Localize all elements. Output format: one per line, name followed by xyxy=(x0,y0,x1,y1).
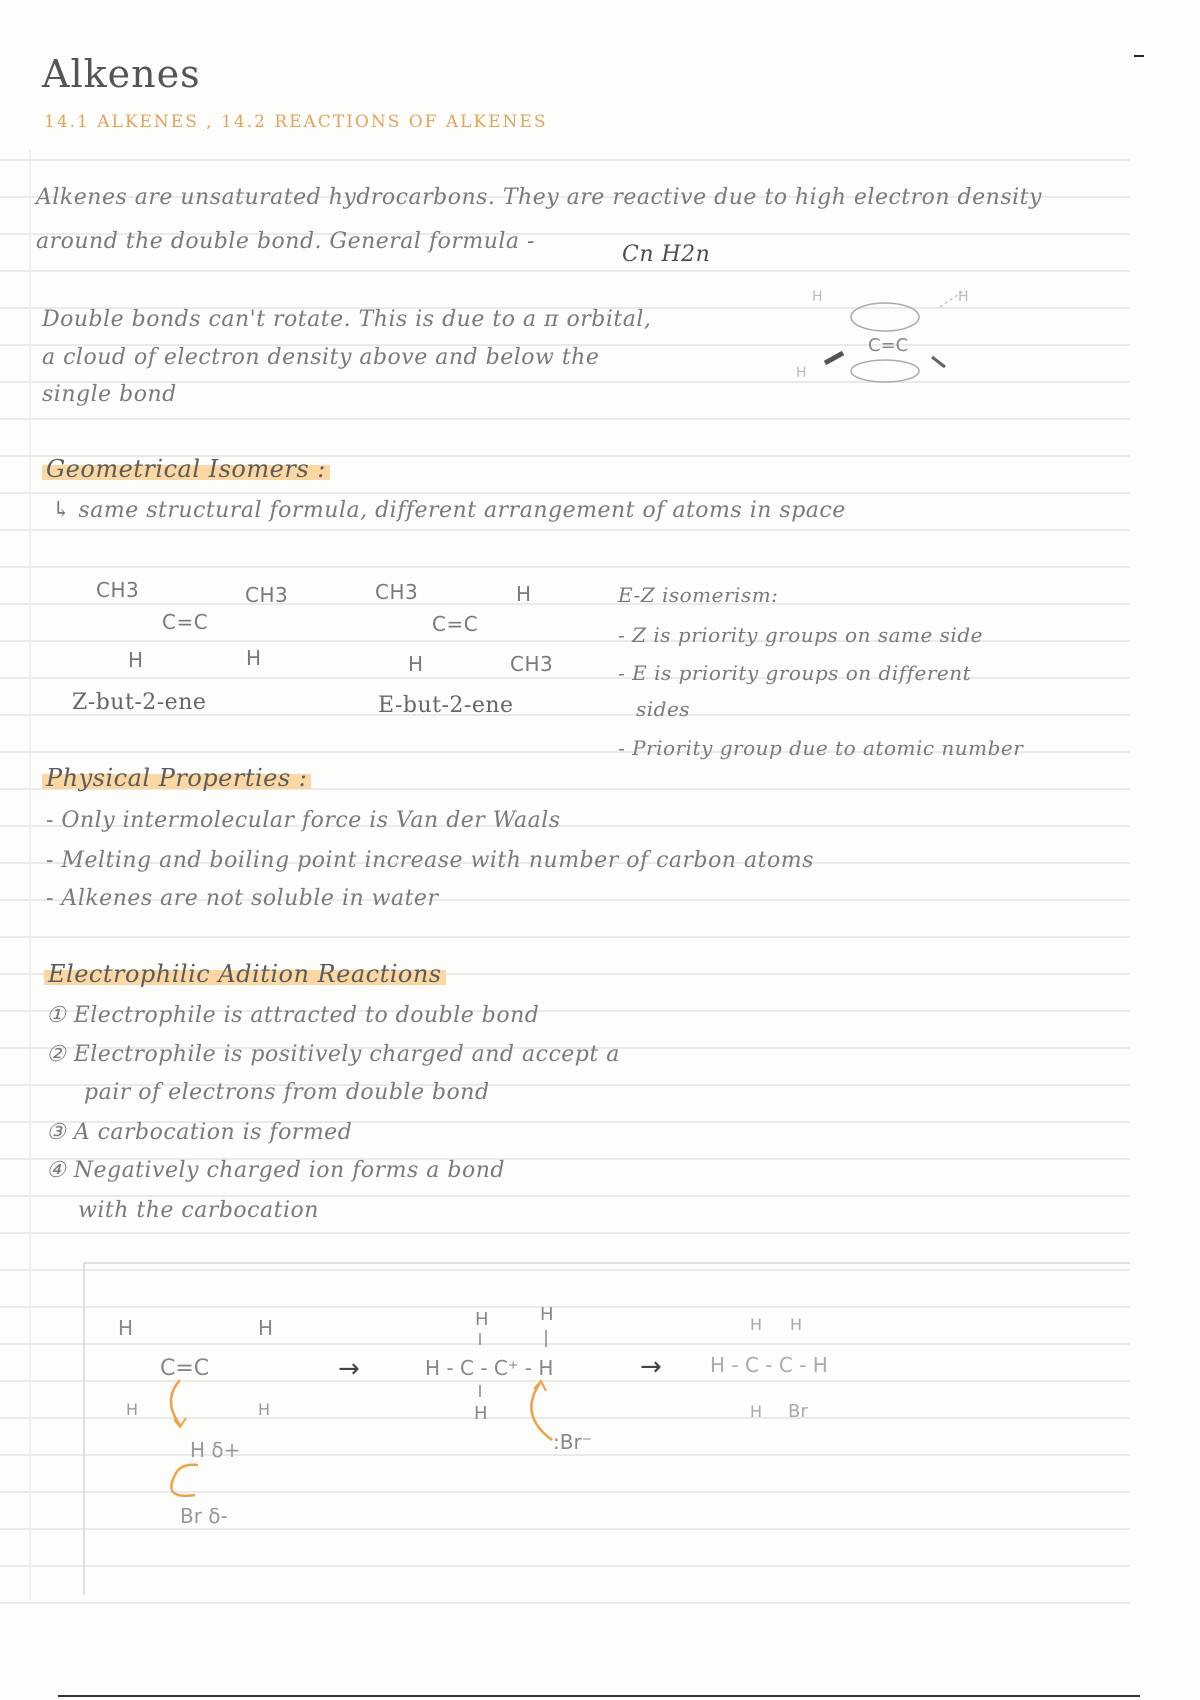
ethene-h-bottom-right: H xyxy=(258,1400,271,1419)
electrophilic-heading: Electrophilic Adition Reactions xyxy=(44,960,446,988)
product-h-bottom: H xyxy=(750,1402,763,1421)
geometrical-definition: ↳ same structural formula, different arrangement of atoms in space xyxy=(52,498,846,523)
ethene-cc: C=C xyxy=(160,1356,210,1381)
page-subtitle: 14.1 ALKENES , 14.2 REACTIONS OF ALKENES xyxy=(44,112,548,132)
ethene-h-top-left: H xyxy=(118,1316,134,1340)
ez-notes-z: - Z is priority groups on same side xyxy=(618,623,983,647)
e-isomer-ch3-left: CH3 xyxy=(375,580,419,604)
intro-line-1: Alkenes are unsaturated hydrocarbons. They are reactive due to high electron density xyxy=(36,185,1042,210)
electrophilic-step-1: ① Electrophile is attracted to double bond xyxy=(46,1003,540,1028)
reaction-arrow-2: → xyxy=(640,1352,662,1382)
addition-mechanism-diagram xyxy=(100,1285,1100,1545)
z-isomer-ch3-left: CH3 xyxy=(96,578,140,602)
ez-notes-e-line-1: - E is priority groups on different xyxy=(618,661,972,685)
electrophilic-step-3: ③ A carbocation is formed xyxy=(46,1120,353,1145)
pi-orbital-diagram xyxy=(780,285,980,395)
hbr-br-delta-minus: Br δ- xyxy=(180,1504,228,1528)
physical-properties-heading: Physical Properties : xyxy=(42,764,311,792)
electrophilic-step-4: ④ Negatively charged ion forms a bond xyxy=(46,1158,505,1183)
carbocation-h-bottom: H xyxy=(474,1403,488,1424)
pi-diagram-h-left: H xyxy=(796,365,807,381)
z-isomer-cc: C=C xyxy=(162,610,209,634)
physical-item-2: - Melting and boiling point increase with number of carbon atoms xyxy=(46,848,814,873)
double-bond-line-3: single bond xyxy=(42,382,177,407)
e-isomer-h-right: H xyxy=(516,582,532,606)
pi-diagram-h-top-right: H xyxy=(958,289,969,305)
ethene-h-bottom-left: H xyxy=(126,1400,139,1419)
e-isomer-h-left: H xyxy=(408,652,424,676)
electrophilic-step-2-cont: pair of electrons from double bond xyxy=(84,1080,490,1105)
double-bond-line-2: a cloud of electron density above and below the xyxy=(42,345,600,370)
physical-item-1: - Only intermolecular force is Van der Waals xyxy=(46,808,561,833)
z-isomer-h-right: H xyxy=(246,646,262,670)
carbocation-h-top-2: H xyxy=(540,1304,554,1325)
carbocation-h-top-1: H xyxy=(475,1309,489,1330)
physical-item-3: - Alkenes are not soluble in water xyxy=(46,886,439,911)
ez-notes-title: E-Z isomerism: xyxy=(618,583,779,607)
product-h-top-1: H xyxy=(750,1315,763,1334)
product-chain: H - C - C - H xyxy=(710,1353,828,1377)
electrophilic-step-2: ② Electrophile is positively charged and accept a xyxy=(46,1042,620,1067)
geometrical-isomers-heading: Geometrical Isomers : xyxy=(42,455,330,483)
bromide-ion: :Br⁻ xyxy=(553,1430,593,1454)
z-isomer-ch3-right: CH3 xyxy=(245,583,289,607)
reaction-arrow-1: → xyxy=(338,1354,360,1384)
z-isomer-name: Z-but-2-ene xyxy=(72,690,207,715)
product-br: Br xyxy=(788,1401,808,1422)
e-isomer-cc: C=C xyxy=(432,612,479,636)
ethene-h-top-right: H xyxy=(258,1316,274,1340)
pi-diagram-cc: C=C xyxy=(868,335,909,356)
z-isomer-h-left: H xyxy=(128,648,144,672)
hbr-h-delta-plus: H δ+ xyxy=(190,1438,241,1462)
ez-notes-e-line-2: sides xyxy=(636,697,691,721)
e-isomer-name: E-but-2-ene xyxy=(378,693,514,718)
ez-notes-priority: - Priority group due to atomic number xyxy=(618,736,1024,760)
product-h-top-2: H xyxy=(790,1315,803,1334)
double-bond-line-1: Double bonds can't rotate. This is due to a π orbital, xyxy=(42,307,652,332)
carbocation-chain: H - C - C⁺ - H xyxy=(425,1356,554,1380)
curly-arrow-br-to-carbocation xyxy=(531,1383,552,1440)
electrophilic-step-4-cont: with the carbocation xyxy=(78,1198,319,1223)
curly-arrow-pi-to-h xyxy=(171,1380,180,1425)
pi-diagram-h-top-left: H xyxy=(812,289,823,305)
intro-line-2: around the double bond. General formula - xyxy=(36,229,535,254)
general-formula: Cn H2n xyxy=(622,242,711,267)
e-isomer-ch3-right: CH3 xyxy=(510,652,554,676)
page-title: Alkenes xyxy=(42,52,201,96)
curly-arrow-h-br xyxy=(171,1465,198,1496)
